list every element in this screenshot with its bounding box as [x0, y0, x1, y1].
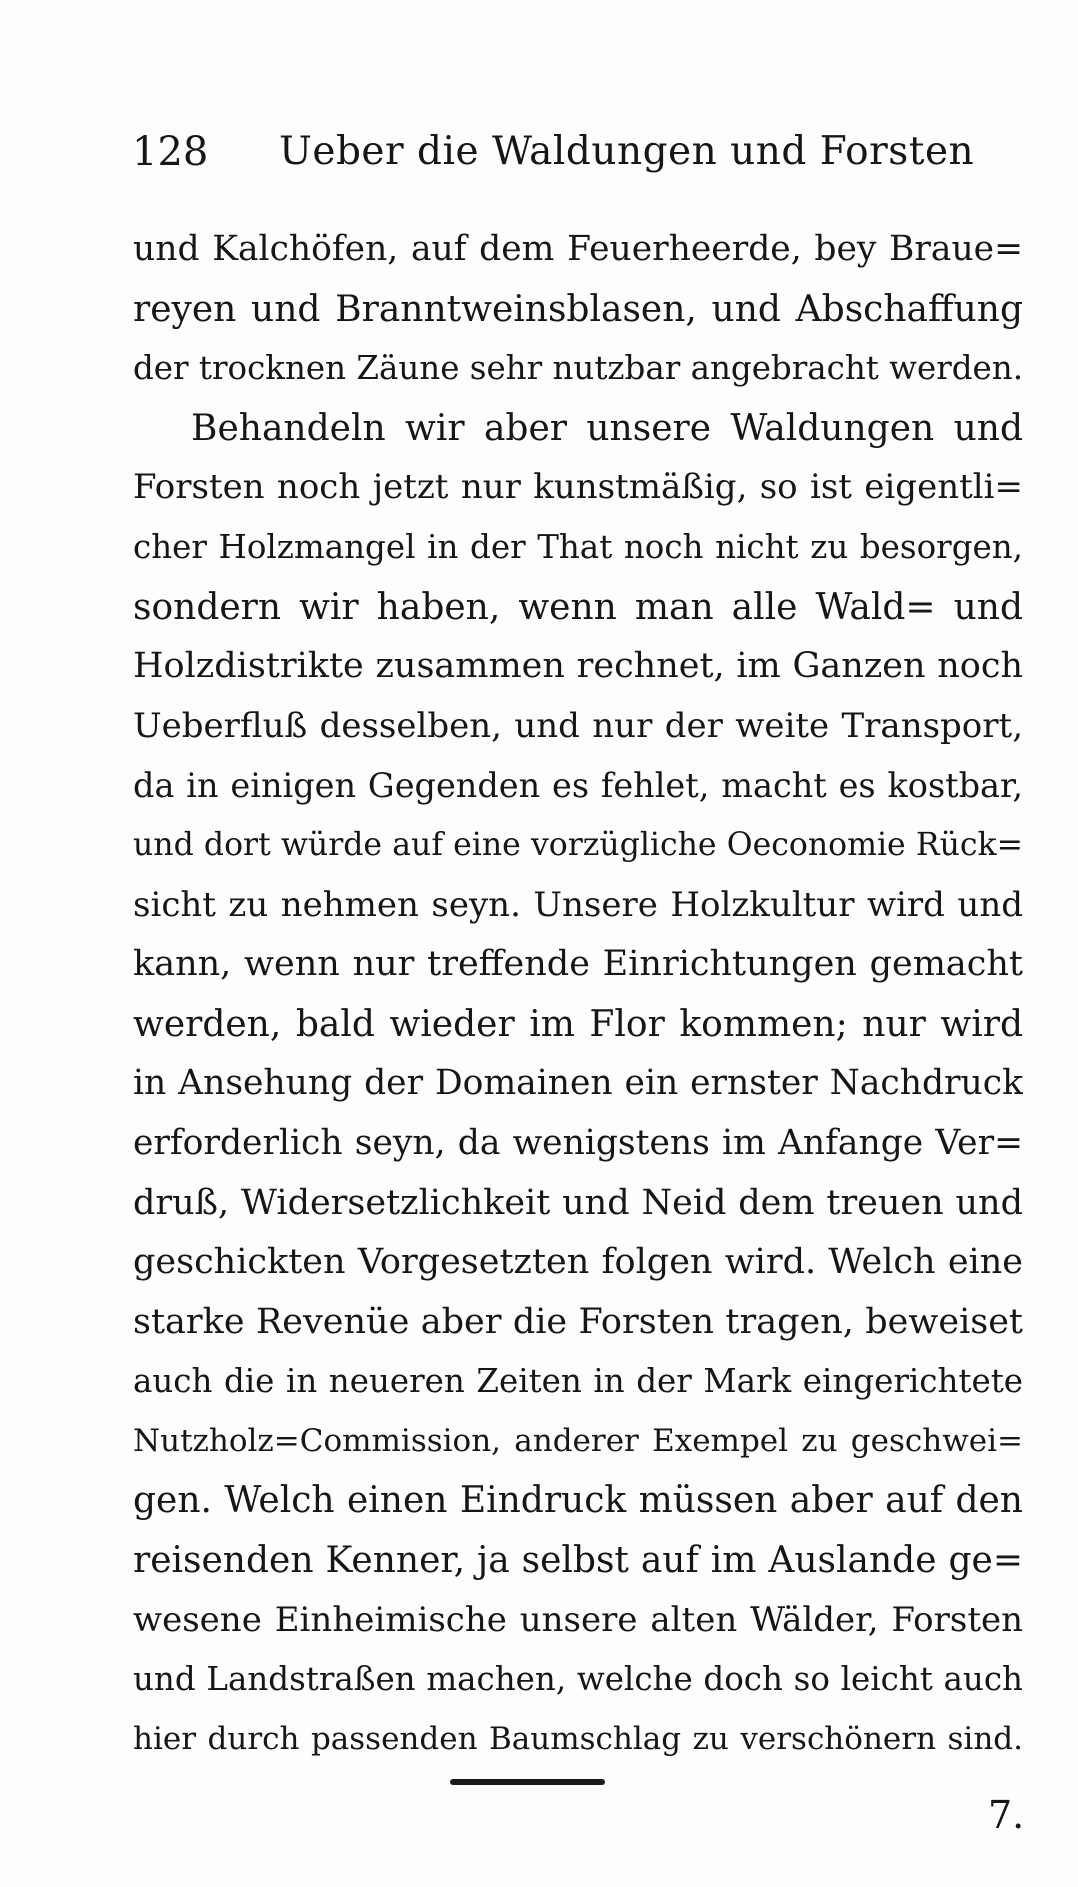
text-line: werden, bald wieder im Flor kommen; nur wird	[133, 1003, 1023, 1045]
page-number: 128	[132, 129, 209, 175]
text-line: sondern wir haben, wenn man alle Wald= und	[133, 586, 1023, 628]
text-line: in Ansehung der Domainen ein ernster Nachdruck	[133, 1063, 1023, 1104]
text-line: Forsten noch jetzt nur kunstmäßig, so ist eigentli=	[133, 467, 1023, 508]
text-line: und dort würde auf eine vorzügliche Oeconomie Rück=	[133, 826, 1023, 863]
text-line: Holzdistrikte zusammen rechnet, im Ganzen noch	[133, 646, 1023, 687]
text-line: reyen und Branntweinsblasen, und Abschaffung	[133, 288, 1023, 330]
text-line: Behandeln wir aber unsere Waldungen und	[191, 407, 1023, 449]
text-line: auch die in neueren Zeiten in der Mark eingerichtete	[133, 1362, 1023, 1401]
body-text	[133, 220, 1023, 1769]
text-line: Ueberfluß desselben, und nur der weite Transport,	[133, 705, 1023, 746]
text-line: hier durch passenden Baumschlag zu verschönern sind.	[133, 1720, 1023, 1757]
text-line: der trocknen Zäune sehr nutzbar angebracht werden.	[133, 349, 1023, 388]
text-line: geschickten Vorgesetzten folgen wird. Welch eine	[133, 1242, 1023, 1283]
text-line: druß, Widersetzlichkeit und Neid dem treuen und	[133, 1182, 1023, 1223]
text-line: da in einigen Gegenden es fehlet, macht es kostbar,	[133, 766, 1023, 806]
text-line: cher Holzmangel in der That noch nicht zu besorgen,	[133, 527, 1023, 566]
text-line: und Kalchöfen, auf dem Feuerheerde, bey Braue=	[133, 229, 1023, 269]
text-line: wesene Einheimische unsere alten Wälder, Forsten	[133, 1599, 1023, 1640]
text-line: starke Revenüe aber die Forsten tragen, beweiset	[133, 1301, 1023, 1342]
text-line: reisenden Kenner, ja selbst auf im Auslande ge=	[133, 1540, 1023, 1582]
closing-rule	[450, 1779, 605, 1785]
running-head	[132, 122, 1027, 182]
signature-mark: 7.	[988, 1793, 1025, 1837]
text-line: Nutzholz=Commission, anderer Exempel zu geschwei=	[133, 1422, 1023, 1459]
text-line: gen. Welch einen Eindruck müssen aber auf den	[133, 1480, 1023, 1522]
running-title: Ueber die Waldungen und Forsten	[279, 129, 975, 174]
text-line: und Landstraßen machen, welche doch so leicht auch	[133, 1660, 1023, 1699]
text-line: erforderlich seyn, da wenigstens im Anfange Ver=	[133, 1122, 1023, 1163]
text-line: kann, wenn nur treffende Einrichtungen gemacht	[133, 944, 1023, 985]
text-line: sicht zu nehmen seyn. Unsere Holzkultur wird und	[133, 884, 1023, 925]
